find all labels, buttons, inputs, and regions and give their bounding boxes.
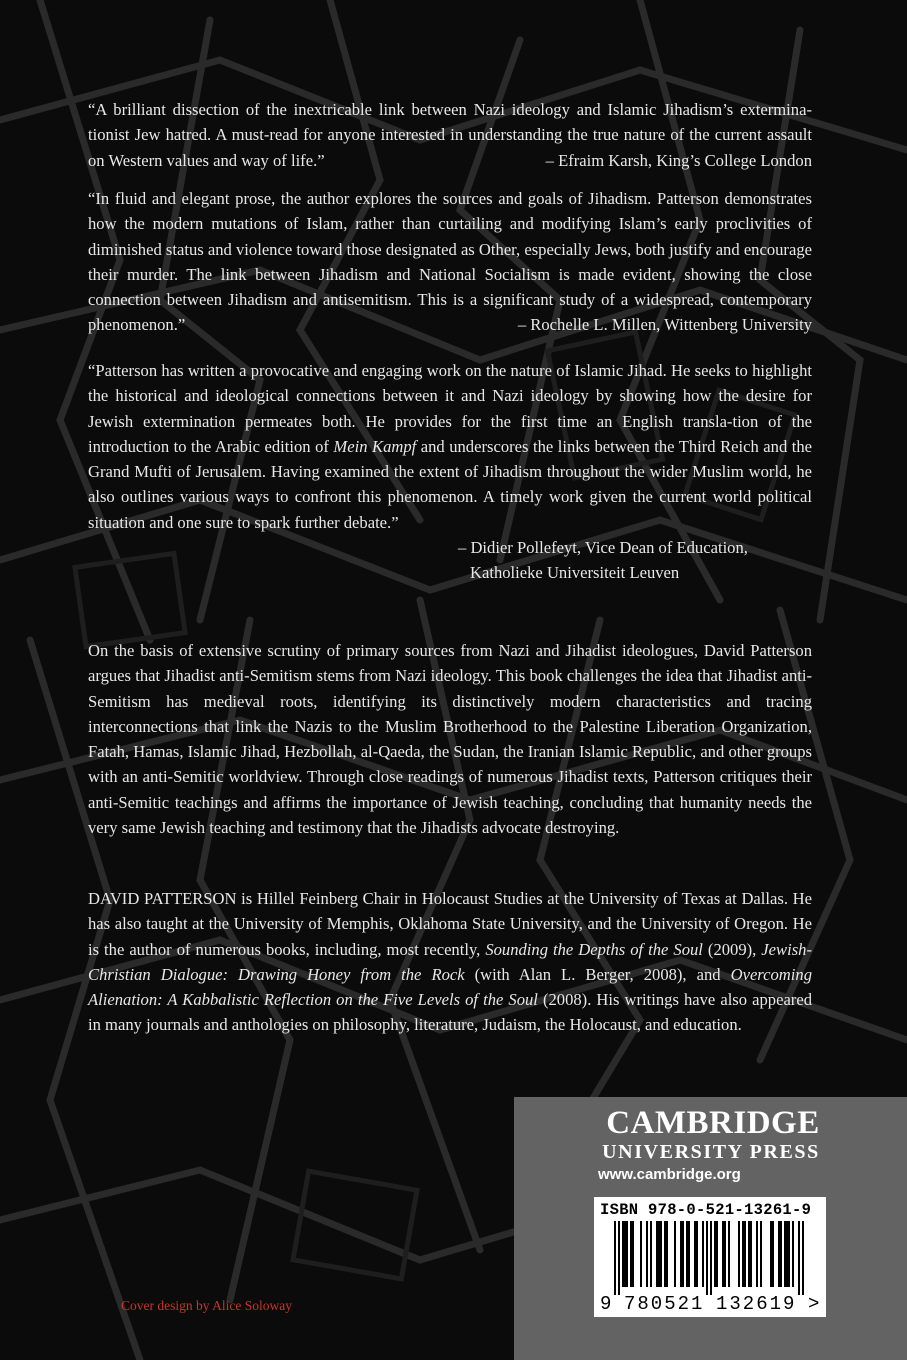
barcode-bar <box>798 1221 800 1295</box>
barcode-bar <box>630 1221 632 1287</box>
isbn-label: ISBN 978-0-521-13261-9 <box>600 1201 812 1219</box>
barcode-bar <box>624 1221 626 1287</box>
barcode-bar <box>682 1221 684 1287</box>
barcode-bar <box>674 1221 676 1287</box>
barcode-bar <box>750 1221 752 1287</box>
barcode-first-digit: 9 <box>600 1293 612 1315</box>
barcode-bar <box>772 1221 774 1287</box>
barcode-bar <box>722 1221 724 1287</box>
barcode-bar <box>706 1221 708 1295</box>
barcode-bar <box>640 1221 642 1287</box>
review-quote-3 <box>88 358 812 586</box>
barcode-end-mark: > <box>808 1293 820 1315</box>
barcode-bar <box>714 1221 716 1287</box>
barcode-bar <box>760 1221 762 1287</box>
quote-2-text: “In fluid and elegant prose, the author explores the sources and goals of Jihadism. Patterson demonstrates how the modern mutations of Islam, rather than curtailing and modifying Islam’s early proclivities of diminished status and violence toward those designated as Other, especially Jews, both justify and encourage their murder. The link between Jihadism and National Socialism is made evident, showing the close connection between Jihadism and antisemitism. This is a significant study of a widespread, contemporary phenomenon.” <box>88 189 812 335</box>
barcode-bar <box>724 1221 726 1287</box>
barcode-bar <box>650 1221 652 1287</box>
bio-book-3: Overcoming Alienation: A Kabbalistic Reflection on the Five Levels of the Soul <box>88 964 812 1010</box>
barcode-bar <box>756 1221 758 1287</box>
barcode-bar <box>656 1221 658 1287</box>
barcode-bar <box>658 1221 660 1287</box>
barcode-bar <box>788 1221 790 1287</box>
barcode-bar <box>664 1221 666 1287</box>
barcode-bar <box>632 1221 634 1287</box>
barcode-bar <box>646 1221 648 1287</box>
barcode-bar <box>622 1221 624 1287</box>
barcode-icon <box>594 1221 826 1295</box>
quote-3-attribution <box>458 535 812 586</box>
publisher-press: UNIVERSITY PRESS <box>602 1141 820 1163</box>
review-quote-1 <box>88 97 812 173</box>
barcode-bar <box>780 1221 782 1287</box>
book-description: On the basis of extensive scrutiny of primary sources from Nazi and Jihadist ideologues, David Patterson argues that Jihadist anti-Semitism stems from Nazi ideology. This book challenges the idea that Jihadist anti-Semitism has medieval roots, identifying its distinctively modern characteristics and tracing interconnections that link the Nazis to the Muslim Brotherhood to the Palestine Liberation Organization, Fatah, Hamas, Islamic Jihad, Hezbollah, al-Qaeda, the Sudan, the Iranian Islamic Republic, and other groups with an anti-Semitic worldview. Through close readings of numerous Jihadist texts, Patterson critiques their anti-Semitic teachings and affirms the importance of Jewish teaching, concluding that humanity needs the very same Jewish teaching and testimony that the Jihadists advocate destroying. <box>88 641 812 838</box>
publisher-name: CAMBRIDGE <box>606 1105 820 1141</box>
bio-text-4: (2008). His writings have also appeared in many journals and anthologies on philosophy, literature, Judaism, the Holocaust, and education. <box>88 990 812 1035</box>
barcode-bar <box>694 1221 696 1287</box>
barcode-bar <box>770 1221 772 1287</box>
barcode-bar <box>778 1221 780 1287</box>
barcode-bar <box>784 1221 786 1287</box>
barcode-bar <box>716 1221 718 1287</box>
barcode-bar <box>680 1221 682 1287</box>
barcode-bar <box>660 1221 662 1287</box>
quote-3-attribution-line-1: – Didier Pollefeyt, Vice Dean of Education, <box>458 538 748 558</box>
barcode-bar <box>696 1221 698 1287</box>
barcode-bar <box>688 1221 690 1287</box>
quote-1-attribution: – Efraim Karsh, King’s College London <box>545 150 812 170</box>
quote-3-text-before: “Patterson has written a provocative and engaging work on the nature of Islamic Jihad. He seeks to highlight the historical and ideological connections between it and Nazi ideology by showing how the desire for Jewish extermination permeates both. He provides for the first time an English transla-tion of the introduction to the Arabic edition of <box>88 361 812 456</box>
barcode-bar <box>744 1221 746 1287</box>
quote-1-text: “A brilliant dissection of the inextricable link between Nazi ideology and Islamic Jihadism’s extermina-tionist Jew hatred. A must-read for anyone interested in understanding the true nature of the current assault on Western values and way of life.” <box>88 100 812 170</box>
quote-3-text-after: and underscores the links between the Third Reich and the Grand Mufti of Jerusalem. Having examined the extent of Jihadism throughout the wider Muslim world, he also outlines various ways to confront this phenomenon. A timely work given the current world political situation and one sure to spark further debate.” <box>88 436 813 532</box>
bio-text-3: (with Alan L. Berger, 2008), and <box>464 964 731 984</box>
barcode-bar <box>786 1221 788 1287</box>
barcode-bar <box>738 1221 740 1287</box>
barcode-bar <box>748 1221 750 1287</box>
barcode-bar <box>702 1221 704 1287</box>
author-bio <box>88 886 812 1038</box>
barcode-bar <box>666 1221 668 1287</box>
barcode-bar <box>742 1221 744 1287</box>
review-quote-2 <box>88 186 812 338</box>
barcode-bar <box>626 1221 628 1287</box>
barcode-bar <box>710 1221 712 1295</box>
bio-book-2: Jewish-Christian Dialogue: Drawing Honey from the Rock <box>88 939 812 984</box>
bio-text-2: (2009), <box>702 939 762 959</box>
quote-3-attribution-line-2: Katholieke Universiteit Leuven <box>470 563 680 583</box>
quote-3-book-title: Mein Kampf <box>333 436 417 456</box>
quote-2-attribution: – Rochelle L. Millen, Wittenberg University <box>517 315 812 335</box>
publisher-panel <box>514 1097 907 1360</box>
barcode-bar <box>618 1221 620 1295</box>
cover-design-credit: Cover design by Alice Soloway <box>121 1298 292 1313</box>
bio-text-1: DAVID PATTERSON is Hillel Feinberg Chair in Holocaust Studies at the University of Texas at Dallas. He has also taught at the University of Memphis, Oklahoma State University, and the University of Oregon. He is the author of numerous books, including, most recently, <box>88 889 812 959</box>
barcode-right-group: 132619 <box>716 1293 797 1315</box>
barcode-bar <box>686 1221 688 1287</box>
barcode-bar <box>802 1221 804 1295</box>
barcode-bar <box>614 1221 616 1295</box>
bio-book-1: Sounding the Depths of the Soul <box>485 939 703 959</box>
barcode-bar <box>728 1221 730 1287</box>
publisher-url: www.cambridge.org <box>598 1166 741 1183</box>
isbn-barcode-card <box>594 1197 826 1317</box>
barcode-left-group: 780521 <box>624 1293 705 1315</box>
barcode-bar <box>792 1221 794 1287</box>
